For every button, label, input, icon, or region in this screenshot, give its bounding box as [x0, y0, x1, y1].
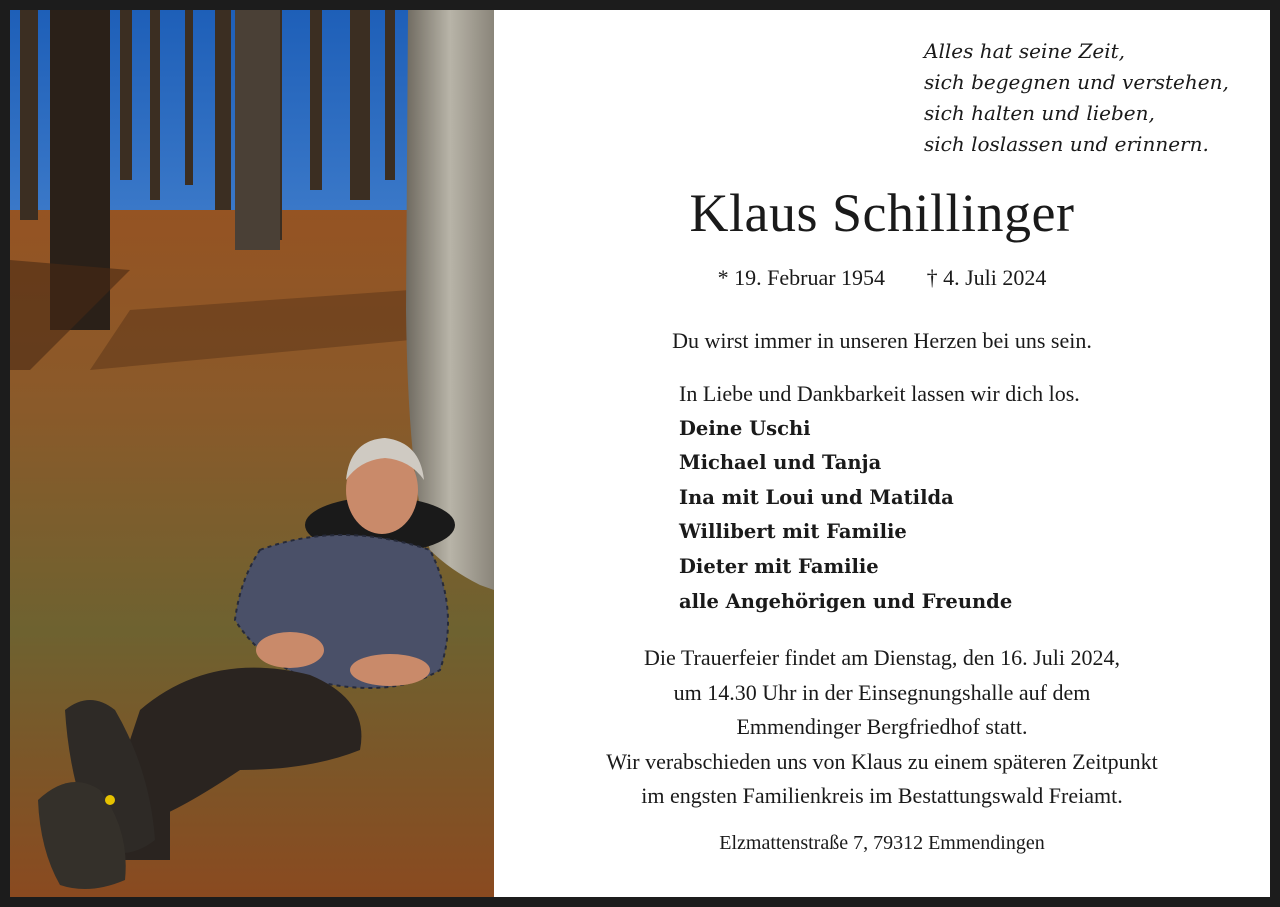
family-member: Ina mit Loui und Matilda	[679, 485, 954, 509]
poem-line: sich halten und lieben,	[924, 101, 1155, 125]
family-member: Deine Uschi	[679, 416, 811, 440]
portrait-photo	[10, 10, 494, 897]
service-line: Die Trauerfeier findet am Dienstag, den 16. Juli 2024,	[644, 645, 1120, 670]
service-line: Emmendinger Bergfriedhof statt.	[736, 714, 1028, 739]
poem-line: Alles hat seine Zeit,	[924, 39, 1125, 63]
service-info	[494, 641, 1270, 814]
address: Elzmattenstraße 7, 79312 Emmendingen	[719, 832, 1045, 854]
death-date: † 4. Juli 2024	[926, 265, 1047, 290]
notice-text	[494, 10, 1270, 897]
family-member: alle Angehörigen und Freunde	[679, 589, 1013, 613]
family-member: Michael und Tanja	[679, 451, 882, 475]
service-line: Wir verabschieden uns von Klaus zu einem späteren Zeitpunkt	[606, 748, 1158, 774]
family-member: Dieter mit Familie	[679, 554, 879, 578]
service-line: um 14.30 Uhr in der Einsegnungshalle auf dem	[673, 679, 1091, 705]
family-member: Willibert mit Familie	[679, 520, 907, 544]
obituary-notice	[10, 10, 1270, 897]
family-intro: In Liebe und Dankbarkeit lassen wir dich los.	[679, 381, 1080, 406]
motto: Du wirst immer in unseren Herzen bei uns sein.	[672, 328, 1092, 353]
life-dates	[494, 265, 1270, 291]
poem	[924, 36, 1229, 160]
service-line: im engsten Familienkreis im Bestattungswald Freiamt.	[641, 783, 1123, 808]
deceased-name: Klaus Schillinger	[689, 183, 1075, 243]
poem-line: sich loslassen und erinnern.	[924, 132, 1209, 156]
poem-line: sich begegnen und verstehen,	[924, 70, 1229, 94]
family-list	[679, 377, 1080, 619]
birth-date: * 19. Februar 1954	[717, 265, 886, 290]
